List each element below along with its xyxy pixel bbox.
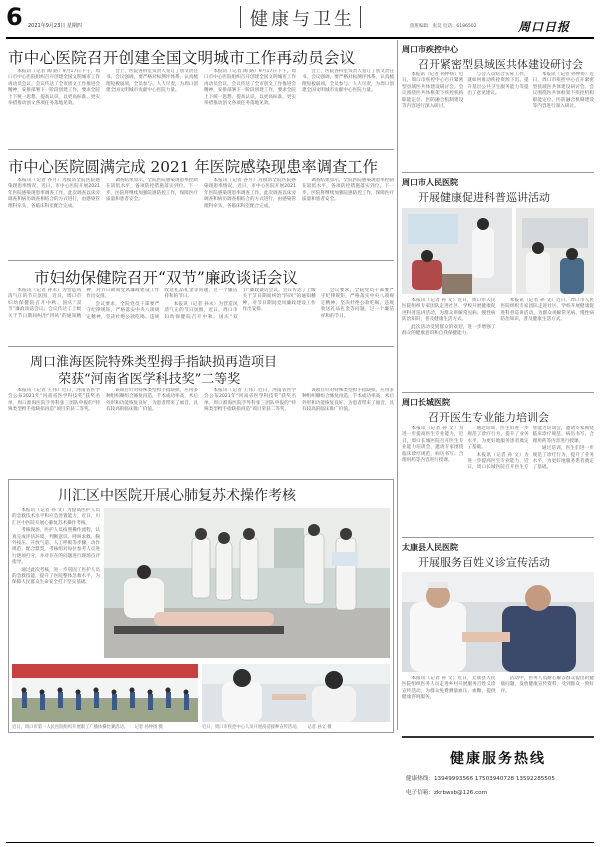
- article-r3-body: [402, 426, 594, 534]
- issue-date: 2021年9月23日 星期四: [28, 23, 82, 29]
- article-r2-body: [402, 298, 594, 390]
- article-divider: [8, 346, 394, 347]
- hotline-email-line: [406, 788, 594, 796]
- article-a1-body: [8, 69, 394, 147]
- article-paragraph: 调查结果显示，全院医院感染现患率控制在较低水平，各项防控措施落实到位。下一步，医院将继续加强院感防控工作，保障医疗质量和患者安全。: [302, 178, 394, 203]
- article-paragraph: 本报讯（记者 孙 文）近日，周口市人民医院组织专家团队走进社区、学校开展健康促进科普巡讲活动，为群众讲解常见病、慢性病防治知识，普及健康生活方式。: [500, 298, 594, 323]
- article-paragraph: 本报讯（记者 孙仲扬）近日，周口市疾控中心召开紧密型县域医共体建设研讨会。会议围绕医共体框架下疾控机构职能定位、医防融合机制建设等内容进行深入研讨。: [402, 72, 464, 110]
- headline-r3: 召开医生专业能力培训会: [428, 411, 549, 424]
- article-divider: [402, 537, 594, 538]
- article-paragraph: 会议要求，全院党员干部要严守纪律规矩，严格落实中央八项规定精神，坚决杜绝公款吃喝、违规收送礼品礼金等问题，过一个廉洁祥和的节日。: [86, 288, 238, 320]
- article-paragraph: 此次活动受到群众的欢迎，进一步增强了群众的健康意识和自我保健能力。: [402, 324, 496, 337]
- hotline-email[interactable]: zkrbwsb@126.com: [433, 790, 488, 796]
- article-paragraph: 活动中，医务人员耐心解答群众提出的健康问题，发放健康宣传资料，受到群众一致好评。: [500, 676, 594, 694]
- article-paragraph: 会上，医院各科室负责人签订了创文责任书。会议强调，要严格对标测评体系，认真梳理短板弱项，全员参与、人人尽责，为周口创建全国文明城市贡献中心医院力量。: [302, 69, 394, 94]
- article-paragraph: 会上，医院各科室负责人签订了创文责任书。会议强调，要严格对标测评体系，认真梳理短板弱项，全员参与、人人尽责，为周口创建全国文明城市贡献中心医院力量。: [106, 69, 198, 94]
- section-divider-1: [240, 6, 241, 28]
- article-paragraph: 本报讯（记者 孙 文）为进一步提高医生专业能力，近日，周口长城医院召开医生专业能力培训会，邀请专家围绕临床诊疗规范、病历书写、合理用药等内容进行授课。: [402, 426, 464, 464]
- article-paragraph: 本报讯（记者 孙 文）近日，太康县人民医院组织医务人员走进乡村开展服务百姓义诊宣传活动，为群众免费测量血压、血糖，提供健康咨询服务。: [402, 676, 496, 701]
- headline-a4-line2: 荣获“河南省医学科技奖”二等奖: [58, 372, 241, 387]
- article-divider: [8, 149, 394, 150]
- masthead-rule: [6, 37, 594, 39]
- article-r4-body: [402, 676, 594, 732]
- section-divider-2: [360, 6, 361, 28]
- article-paragraph: 本报讯（记者 谷月）为摸清全院医院感染现患率情况，近日，市中心医院开展2021年医院感染现患率调查工作。此次调查以床旁调查和病历调查相结合的方式进行，由感染管理科牵头，各临床科室配合完成。: [204, 178, 296, 209]
- hotline-box: [402, 736, 594, 840]
- article-divider: [402, 392, 594, 393]
- headline-a3: 市妇幼保健院召开“双节”廉政谈话会议: [34, 269, 298, 287]
- vaccination-photo: [202, 664, 390, 722]
- editor-info: 值班编辑：张昊 电话：6186502: [410, 24, 477, 29]
- article-paragraph: 本报讯（记者 谷月）为摸清全院医院感染现患率情况，近日，市中心医院开展2021年医院感染现患率调查工作。此次调查以床旁调查和病历调查相结合的方式进行，由感染管理科牵头，各临床科室配合完成。: [8, 178, 100, 209]
- article-paragraph: 与会人员结合实际工作，就如何推动疾控资源下沉、提升基层公共卫生服务能力等提出了意见建议。: [467, 72, 529, 97]
- article-divider: [402, 172, 594, 173]
- kicker-r2: 周口市人民医院: [402, 178, 458, 187]
- free-clinic-photo: [402, 572, 594, 672]
- article-paragraph: 该项目针对特殊类型拇手指缺损，应用多种组织瓣组合修复再造，手术成功率高，术后外形和功能恢复良好，为患者带来了福音，具有较高的临床推广价值。: [302, 388, 394, 413]
- cpr-exam-photo: [104, 508, 390, 658]
- headline-a2: 市中心医院圆满完成 2021 年医院感染现患率调查工作: [8, 158, 378, 176]
- article-paragraph: 本报讯（记者 孙永）为营造风清气正的节日氛围，近日，周口市妇幼保健院召开中秋、国庆“双节”廉政谈话会议。会议传达了上级关于节日期间纠治“四风”的通知精神，对节日期间党风廉政建设工作作出安排。: [8, 288, 160, 319]
- article-paragraph: 本报讯（记者 陶 路）9月17日下午，周口市中心医院组织召开创建全国文明城市工作再动员会议。会议传达了全市创文工作推进会精神，安排部署下一阶段创建工作，要求全院上下统一思想、提高认识，以更高标准、更实举措推动创文各项任务落地见效。: [8, 69, 100, 107]
- headline-r2: 开展健康促进科普巡讲活动: [418, 191, 550, 204]
- hotline-title: 健康服务热线: [450, 751, 546, 767]
- headline-a5: 川汇区中医院开展心肺复苏术操作考核: [58, 488, 296, 504]
- article-a3-body: [8, 288, 394, 344]
- hotline-email-label: 电子信箱：: [406, 790, 434, 796]
- paper-logo: 周口日报: [518, 20, 571, 34]
- headline-r4: 开展服务百姓义诊宣传活动: [418, 556, 550, 569]
- health-lecture-photo-2: [516, 208, 594, 294]
- article-a4-body: [8, 388, 394, 476]
- article-paragraph: 本报讯（记者 孙 文）近日，周口市人民医院组织专家团队走进社区、学校开展健康促进科普巡讲活动，为群众讲解常见病、慢性病防治知识，普及健康生活方式。: [402, 298, 496, 323]
- article-paragraph: 本报讯（记者 王伟）近日，河南省医学会公布2021年“河南省医学科技奖”获奖名单，周口淮海医院手外科张三团队申报的“特殊类型拇手指缺损再造”项目荣获二等奖。: [204, 388, 296, 413]
- exercise-photo: [12, 664, 198, 722]
- hotline-phones-line: [406, 774, 594, 782]
- article-paragraph: 调查结果显示，全院医院感染现患率控制在较低水平，各项防控措施落实到位。下一步，医院将继续加强院感防控工作，保障医疗质量和患者安全。: [106, 178, 198, 203]
- article-paragraph: 本报讯（记者 孙永）为营造风清气正的节日氛围，近日，周口市妇幼保健院召开中秋、国庆“双节”廉政谈话会议。会议传达了上级关于节日期间纠治“四风”的通知精神，对节日期间党风廉政建设工作作出安排。: [164, 288, 316, 320]
- article-paragraph: 本报讯（记者 陶 路）9月17日下午，周口市中心医院组织召开创建全国文明城市工作再动员会议。会议传达了全市创文工作推进会精神，安排部署下一阶段创建工作，要求全院上下统一思想、提高认识，以更高标准、更实举措推动创文各项任务落地见效。: [204, 69, 296, 107]
- photo-caption: 近日，周口市疾控中心人员开展疫苗接种宣传活动。 记者 孙文 摄: [202, 725, 332, 730]
- kicker-r3: 周口长城医院: [402, 398, 450, 407]
- article-paragraph: 本报讯（记者 孙仲扬）近日，周口市疾控中心召开紧密型县域医共体建设研讨会。会议围绕医共体框架下疾控机构职能定位、医防融合机制建设等内容进行深入研讨。: [532, 72, 594, 110]
- headline-a1: 市中心医院召开创建全国文明城市工作再动员会议: [8, 49, 356, 67]
- article-paragraph: 该项目针对特殊类型拇手指缺损，应用多种组织瓣组合修复再造，手术成功率高，术后外形和功能恢复良好，为患者带来了福音，具有较高的临床推广价值。: [106, 388, 198, 413]
- headline-a4-line1: 周口淮海医院特殊类型拇手指缺损再造项目: [30, 355, 278, 370]
- hotline-phone-numbers: 13949993566 17503940728 13592285505: [433, 776, 555, 782]
- column-divider: [397, 40, 398, 730]
- article-paragraph: 本报讯（记者 孙 文）为进一步提高医生专业能力，近日，周口长城医院召开医生专业能力培训会，邀请专家围绕临床诊疗规范、病历书写、合理用药等内容进行授课。: [467, 426, 594, 471]
- hotline-phone-label: 健康热线：: [406, 776, 434, 782]
- article-r1-body: [402, 72, 594, 168]
- kicker-r1: 周口市疾控中心: [402, 45, 458, 54]
- article-paragraph: 通过此次考核，进一步巩固了医护人员的急救技能，提升了医院整体急救水平，为保障人民群众生命安全打下坚实基础。: [12, 567, 100, 586]
- photo-caption: 近日，周口市第一人民医院组织开展职工广播体操比赛活动。 记者 孙仲扬 摄: [12, 725, 163, 730]
- footer-rule: [6, 842, 594, 843]
- page-number: 6: [6, 3, 23, 31]
- health-lecture-photo: [402, 208, 512, 294]
- masthead: [0, 0, 600, 38]
- article-paragraph: 会议要求，全院党员干部要严守纪律规矩，严格落实中央八项规定精神，坚决杜绝公款吃喝、违规收送礼品礼金等问题，过一个廉洁祥和的节日。: [320, 288, 394, 319]
- article-paragraph: 本报讯（记者 王伟）近日，河南省医学会公布2021年“河南省医学科技奖”获奖名单，周口淮海医院手外科张三团队申报的“特殊类型拇手指缺损再造”项目荣获二等奖。: [8, 388, 100, 413]
- article-paragraph: 通过培训，医生们进一步规范了诊疗行为，提升了业务水平，为更好地服务患者奠定了基础。: [532, 446, 594, 471]
- article-a5-body: [12, 508, 100, 658]
- article-divider: [8, 260, 394, 261]
- article-paragraph: 本报讯（记者 孙 文）为提高医护人员的急救技术水平和应急处置能力，近日，川汇区中医院开展心肺复苏术操作考核。: [12, 508, 100, 526]
- kicker-r4: 太康县人民医院: [402, 543, 458, 552]
- section-title: 健康与卫生: [250, 9, 355, 30]
- article-a2-body: [8, 178, 394, 258]
- article-paragraph: 考核现场，医护人员按照操作流程，认真完成评估环境、判断意识、呼叫求救、胸外按压、开放气道、人工呼吸等步骤，动作规范、配合默契。考核组对每位参考人员进行逐项打分，并对存在的问题进行现场点评指导。: [12, 528, 100, 566]
- article-paragraph: 通过培训，医生们进一步规范了诊疗行为，提升了业务水平，为更好地服务患者奠定了基础。: [467, 426, 529, 451]
- headline-r1: 召开紧密型县域医共体建设研讨会: [418, 58, 583, 71]
